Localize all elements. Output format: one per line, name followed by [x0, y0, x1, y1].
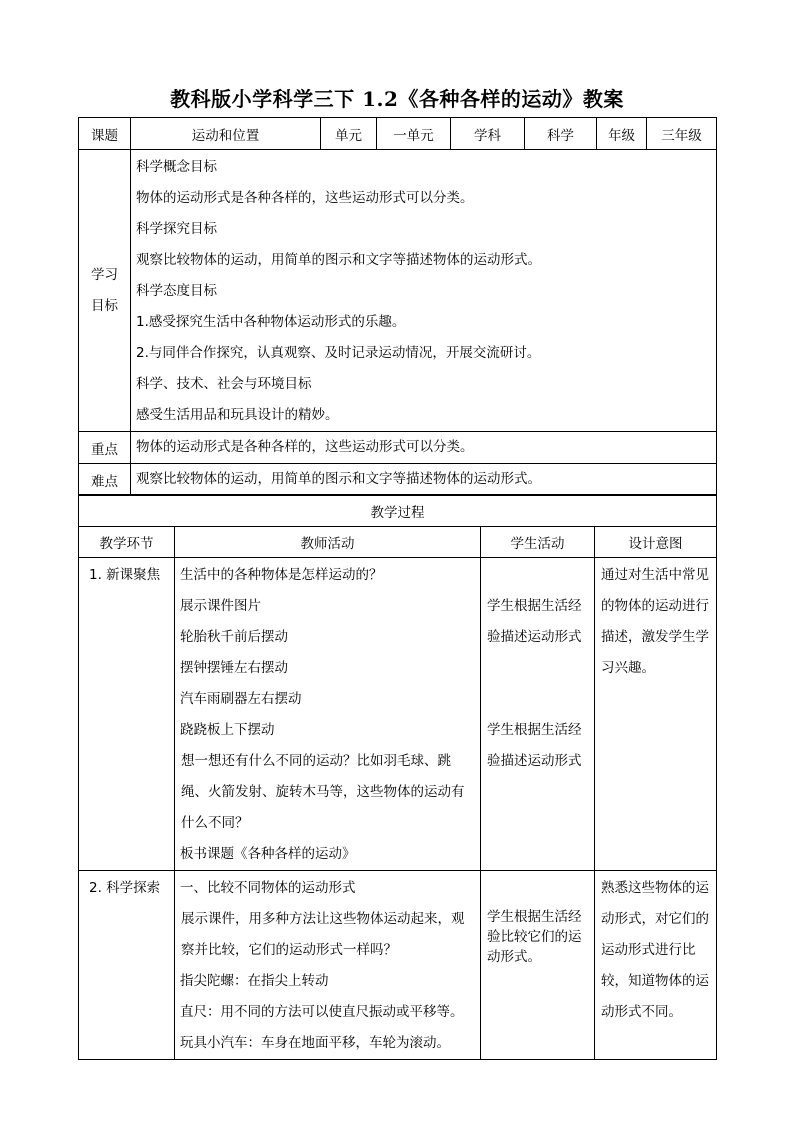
teacher-activity-line: 玩具小汽车：车身在地面平移，车轮为滚动。 [180, 1035, 450, 1051]
teacher-activity-line: 展示课件，用多种方法让这些物体运动起来，观察并比较，它们的运动形式一样吗？ [181, 911, 465, 958]
unit-value: 一单元 [377, 118, 451, 150]
process-header-intent: 设计意图 [595, 527, 717, 558]
teacher-activity-line: 生活中的各种物体是怎样运动的？ [180, 567, 383, 583]
teacher-activity-line: 一、比较不同物体的运动形式 [180, 880, 356, 896]
objective-line: 1.感受探究生活中各种物体运动形式的乐趣。 [136, 314, 406, 330]
student-activity-cell [481, 871, 595, 1060]
teacher-activity-cell [175, 558, 481, 871]
objective-line: 2.与同伴合作探究，认真观察、及时记录运动情况，开展交流研讨。 [136, 345, 541, 361]
teacher-activity-line: 跷跷板上下摆动 [180, 722, 275, 738]
objectives-content [131, 150, 717, 432]
difficulty-text: 观察比较物体的运动，用简单的图示和文字等描述物体的运动形式。 [131, 464, 717, 496]
process-header-teacher: 教师活动 [175, 527, 481, 558]
difficulty-label: 难点 [79, 464, 131, 496]
teacher-activity-line: 想一想还有什么不同的运动？比如羽毛球、跳绳、火箭发射、旋转木马等，这些物体的运动有什么不同？ [181, 753, 465, 831]
subject-label: 学科 [451, 118, 525, 150]
teaching-process-table [78, 494, 717, 1060]
grade-value: 三年级 [647, 118, 717, 150]
teacher-activity-line: 展示课件图片 [180, 598, 261, 614]
design-intent-cell [595, 558, 717, 871]
objective-line: 感受生活用品和玩具设计的精妙。 [136, 407, 339, 423]
student-activity-cell [481, 558, 595, 871]
unit-label: 单元 [321, 118, 377, 150]
teacher-activity-line: 板书课题《各种各样的运动》 [180, 846, 356, 862]
student-activity-text: 学生根据生活经验描述运动形式 [487, 598, 582, 645]
teacher-activity-line: 轮胎秋千前后摆动 [180, 629, 288, 645]
topic-value: 运动和位置 [131, 118, 321, 150]
process-header-student: 学生活动 [481, 527, 595, 558]
student-activity-text: 学生根据生活经验描述运动形式 [487, 722, 582, 769]
design-intent-cell [595, 871, 717, 1060]
objective-line: 物体的运动形式是各种各样的，这些运动形式可以分类。 [136, 190, 474, 206]
objective-line: 科学、技术、社会与环境目标 [136, 376, 312, 392]
design-intent-text: 熟悉这些物体的运动形式，对它们的运动形式进行比较，知道物体的运动形式不同。 [601, 880, 709, 1020]
stage-cell: 2. 科学探索 [79, 871, 175, 1060]
teacher-activity-line: 摆钟摆锤左右摆动 [180, 660, 288, 676]
lesson-info-table [78, 117, 717, 496]
subject-value: 科学 [525, 118, 597, 150]
key-point-label: 重点 [79, 432, 131, 464]
objective-line: 科学态度目标 [136, 283, 217, 299]
topic-label: 课题 [79, 118, 131, 150]
stage-cell: 1. 新课聚焦 [79, 558, 175, 871]
grade-label: 年级 [597, 118, 647, 150]
teacher-activity-line: 直尺：用不同的方法可以使直尺振动或平移等。 [180, 1004, 464, 1020]
document-title: 教科版小学科学三下 1.2《各种各样的运动》教案 [170, 87, 624, 111]
design-intent-text: 通过对生活中常见的物体的运动进行描述，激发学生学习兴趣。 [601, 567, 709, 676]
teacher-activity-line: 指尖陀螺：在指尖上转动 [180, 973, 329, 989]
student-activity-text: 学生根据生活经验比较它们的运动形式。 [487, 909, 582, 965]
process-header-stage: 教学环节 [79, 527, 175, 558]
teacher-activity-cell [175, 871, 481, 1060]
process-title: 教学过程 [79, 495, 717, 527]
teacher-activity-line: 汽车雨刷器左右摆动 [180, 691, 302, 707]
key-point-text: 物体的运动形式是各种各样的，这些运动形式可以分类。 [131, 432, 717, 464]
objectives-label: 学习 目标 [79, 150, 131, 432]
objective-line: 科学概念目标 [136, 159, 217, 175]
objective-line: 观察比较物体的运动，用简单的图示和文字等描述物体的运动形式。 [136, 252, 541, 268]
objective-line: 科学探究目标 [136, 221, 217, 237]
